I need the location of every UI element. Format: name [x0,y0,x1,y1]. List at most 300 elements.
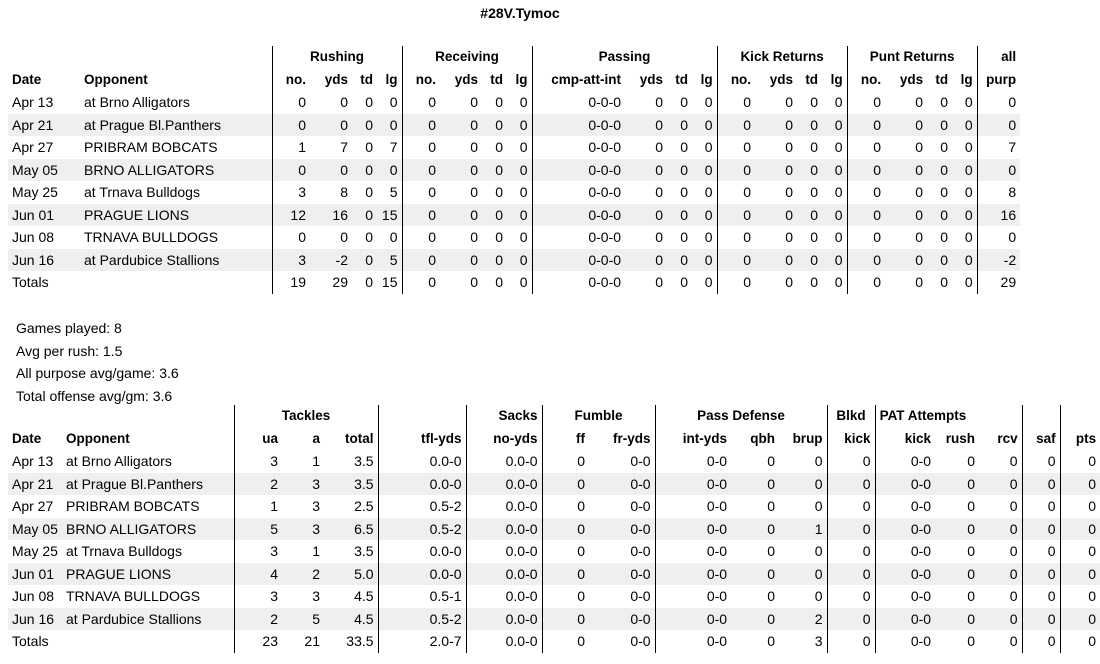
offense-cell-16: 0 [810,94,819,110]
defense-cell-14: rush [945,430,976,446]
offense-cell-2: 1 [272,136,310,159]
offense-cell-13: 0 [692,114,717,137]
offense-cell-8: 0 [495,229,503,245]
offense-cell-12: 0 [680,94,689,110]
offense-cell-0: Jun 08 [12,229,55,245]
table-row [8,450,1100,473]
defense-cell-2: 5 [234,518,282,541]
offense-cell-18: 0 [847,91,885,114]
table-row [8,518,1100,541]
defense-cell-14: 0 [935,563,979,586]
offense-cell-4: 0 [365,184,373,200]
offense-cell-22: purp [977,69,1020,92]
offense-cell-1: TRNAVA BULLDOGS [84,229,219,245]
offense-cell-16: 0 [810,229,819,245]
offense-cell-16: 0 [810,139,819,155]
table-row [8,181,1020,204]
offense-cell-7: 0 [470,274,478,290]
offense-cell-18: no. [847,69,885,92]
offense-cell-0: May 25 [12,184,58,200]
offense-cell-6: 0 [402,181,440,204]
group-pat-attempts: PAT Attempts [875,405,1022,428]
offense-cell-11: 0 [625,204,667,227]
offense-cell-1: PRIBRAM BOBCATS [84,139,218,155]
defense-cell-9: 0-0 [655,630,731,653]
offense-cell-15: 0 [755,204,797,227]
defense-cell-2: 23 [234,630,282,653]
offense-cell-10: cmp-att-int [532,69,625,92]
offense-cell-6: 0 [402,91,440,114]
defense-cell-14: 0 [935,473,979,496]
defense-cell-10: 0 [767,588,776,604]
offense-cell-22: 7 [977,136,1020,159]
offense-cell-4: 0 [365,139,373,155]
defense-cell-0: Totals [12,633,49,649]
defense-cell-12: 0 [827,585,875,608]
defense-cell-3: 1 [312,453,320,469]
defense-cell-15: 0 [1009,453,1018,469]
defense-cell-6: 0.0-0 [466,563,542,586]
defense-cell-9: 0-0 [655,608,731,631]
offense-cell-9: 0 [519,139,528,155]
offense-cell-17: 0 [834,94,843,110]
total-offense-avg: Total offense avg/gm: 3.6 [16,387,173,404]
offense-cell-16: 0 [797,204,822,227]
group-all: all [977,46,1020,69]
defense-cell-17: 0 [1060,630,1100,653]
offense-cell-7: 0 [470,94,478,110]
defense-cell-13: 0-0 [875,473,935,496]
defense-cell-9: int-yds [655,428,731,451]
defense-cell-8: 0-0 [589,518,655,541]
offense-cell-5: 7 [389,139,398,155]
offense-cell-6: 0 [402,136,440,159]
offense-cell-21: 0 [952,114,977,137]
offense-cell-21: 0 [952,159,977,182]
defense-cell-5: 0.0-0 [378,563,466,586]
defense-cell-14: 0 [935,608,979,631]
totals-row [8,630,1100,653]
offense-cell-8: 0 [482,159,507,182]
defense-cell-9: 0-0 [655,495,731,518]
defense-cell-15: 0 [979,518,1022,541]
offense-cell-2: no. [272,69,310,92]
defense-cell-5: 0.0-0 [378,473,466,496]
offense-cell-10: 0-0-0 [532,249,625,272]
offense-cell-13: 0 [692,159,717,182]
defense-cell-1: PRAGUE LIONS [62,563,234,586]
offense-cell-5: 0 [377,159,402,182]
offense-cell-2: 0 [272,114,310,137]
defense-cell-12: 0 [827,563,875,586]
defense-cell-17: 0 [1060,608,1100,631]
defense-cell-12: 0 [827,473,875,496]
offense-group-header-row [8,46,1020,69]
table-row [8,91,1020,114]
defense-cell-8: 0-0 [630,543,651,559]
offense-cell-10: 0-0-0 [532,136,625,159]
offense-cell-18: 0 [847,226,885,249]
defense-cell-4: total [345,430,374,446]
defense-cell-3: 3 [282,518,324,541]
defense-cell-1: PRIBRAM BOBCATS [66,498,200,514]
defense-cell-0: Jun 16 [8,608,62,631]
offense-cell-20: 0 [940,229,949,245]
group-fumble: Fumble [542,405,655,428]
defense-cell-16: 0 [1022,540,1060,563]
defense-cell-17: 0 [1060,495,1100,518]
offense-cell-21: 0 [964,274,973,290]
defense-cell-8: 0-0 [630,633,651,649]
defense-cell-5: 0.5-2 [378,608,466,631]
defense-cell-17: pts [1060,428,1100,451]
offense-cell-4: 0 [365,229,373,245]
offense-cell-21: 0 [964,139,973,155]
offense-cell-4: 0 [352,159,377,182]
defense-cell-16: 0 [1022,563,1060,586]
offense-cell-13: 0 [704,139,713,155]
offense-cell-13: 0 [692,204,717,227]
offense-cell-5: 0 [377,114,402,137]
offense-cell-20: 0 [927,204,952,227]
offense-cell-11: 0 [655,94,664,110]
group-kick-returns: Kick Returns [717,46,847,69]
offense-cell-2: 0 [272,159,310,182]
defense-cell-10: 0 [767,633,776,649]
defense-cell-14: 0 [967,498,976,514]
defense-cell-0: Date [12,430,42,446]
defense-cell-6: 0.0-0 [466,495,542,518]
offense-cell-6: 0 [402,249,440,272]
offense-cell-13: 0 [704,229,713,245]
defense-cell-15: 0 [1009,588,1018,604]
offense-cell-17: lg [830,71,843,87]
defense-cell-1: BRNO ALLIGATORS [62,518,234,541]
offense-cell-11: 0 [655,139,664,155]
offense-cell-11: 0 [655,274,664,290]
offense-cell-15: 0 [785,139,794,155]
defense-cell-3: 2 [282,563,324,586]
offense-cell-11: yds [639,71,664,87]
offense-cell-4: 0 [352,249,377,272]
offense-cell-20: 0 [940,274,949,290]
defense-cell-1: Opponent [66,430,130,446]
offense-cell-22: 0 [977,159,1020,182]
defense-cell-2: 2 [234,608,282,631]
offense-cell-9: 0 [507,114,532,137]
defense-cell-5: 0.5-2 [378,495,466,518]
offense-cell-14: 0 [717,226,755,249]
offense-cell-20: 0 [940,139,949,155]
defense-cell-9: 0-0 [655,540,731,563]
defense-cell-16: 0 [1022,495,1060,518]
defense-cell-9: 0-0 [655,450,731,473]
offense-cell-15: 0 [785,229,794,245]
offense-cell-7: 0 [440,204,482,227]
defense-cell-11: 1 [779,518,827,541]
defense-cell-3: 3 [312,498,320,514]
defense-cell-3: 1 [312,543,320,559]
offense-cell-11: 0 [655,229,664,245]
offense-cell-3: 16 [310,204,352,227]
offense-cell-7: yds [454,71,478,87]
offense-cell-13: 0 [704,184,713,200]
defense-cell-0: May 05 [8,518,62,541]
offense-cell-19: 0 [915,274,924,290]
defense-cell-16: 0 [1022,630,1060,653]
offense-cell-5: 5 [377,249,402,272]
offense-cell-14: 0 [717,181,755,204]
offense-cell-14: 0 [717,271,755,294]
defense-cell-13: 0-0 [875,630,935,653]
defense-cell-14: 0 [935,518,979,541]
offense-cell-18: 0 [847,114,885,137]
offense-cell-12: 0 [680,184,689,200]
defense-cell-7: 0 [542,518,589,541]
offense-cell-11: 0 [625,114,667,137]
offense-cell-1: at Prague Bl.Panthers [80,114,272,137]
offense-cell-3: 0 [310,114,352,137]
offense-cell-10: 0-0-0 [532,204,625,227]
defense-cell-11: 0 [814,543,823,559]
offense-cell-16: 0 [810,274,819,290]
defense-cell-4: 4.5 [324,608,378,631]
offense-cell-1: at Pardubice Stallions [80,249,272,272]
offense-cell-7: 0 [440,159,482,182]
defense-cell-6: 0.0-0 [466,630,542,653]
defense-cell-1: at Pardubice Stallions [62,608,234,631]
table-row [8,495,1100,518]
offense-cell-1 [80,271,272,294]
offense-cell-17: 0 [822,114,847,137]
offense-table [8,46,1020,294]
offense-cell-15: 0 [785,94,794,110]
defense-cell-10: 0 [767,453,776,469]
defense-column-header-row [8,428,1100,451]
offense-cell-15: 0 [785,274,794,290]
offense-cell-8: 0 [482,249,507,272]
offense-cell-6: 0 [402,159,440,182]
defense-cell-15: 0 [1009,543,1018,559]
defense-cell-7: 0 [542,540,589,563]
offense-column-header-row [8,69,1020,92]
defense-cell-7: 0 [542,608,589,631]
offense-cell-19: 0 [915,94,924,110]
offense-cell-17: 0 [834,229,843,245]
defense-cell-11: 0 [779,563,827,586]
defense-cell-4: 5.0 [324,563,378,586]
offense-cell-2: 3 [272,249,310,272]
defense-cell-9: 0-0 [655,563,731,586]
defense-cell-13: 0-0 [875,563,935,586]
offense-cell-22: 29 [977,271,1020,294]
offense-cell-3: 0 [310,159,352,182]
offense-cell-12: td [675,71,689,87]
defense-cell-2: 3 [234,585,282,608]
defense-cell-13: 0-0 [875,608,935,631]
offense-cell-3: 8 [340,184,348,200]
defense-cell-5: 0.5-1 [378,585,466,608]
defense-cell-10: 0 [767,543,776,559]
offense-cell-9: 0 [507,159,532,182]
offense-cell-16: 0 [797,159,822,182]
offense-cell-15: 0 [755,159,797,182]
offense-cell-13: 0 [692,249,717,272]
offense-cell-10: 0-0-0 [532,271,625,294]
offense-cell-19: 0 [915,139,924,155]
group-blkd: Blkd [827,405,875,428]
defense-cell-3: 3 [312,588,320,604]
offense-cell-19: 0 [885,249,927,272]
defense-cell-6: 0.0-0 [466,473,542,496]
defense-cell-17: 0 [1060,540,1100,563]
defense-cell-5: 0.0-0 [378,450,466,473]
defense-cell-7: 0 [542,495,589,518]
offense-cell-7: 0 [440,114,482,137]
offense-cell-21: 0 [964,94,973,110]
offense-cell-21: 0 [964,184,973,200]
offense-cell-7: 0 [470,139,478,155]
offense-cell-8: 0 [482,114,507,137]
offense-cell-15: 0 [785,184,794,200]
defense-cell-12: 0 [827,518,875,541]
offense-cell-22: 0 [977,114,1020,137]
defense-cell-7: 0 [542,563,589,586]
defense-cell-16: 0 [1022,473,1060,496]
offense-cell-22: 8 [977,181,1020,204]
offense-cell-2: 3 [272,181,310,204]
offense-cell-22: 0 [977,91,1020,114]
offense-cell-14: 0 [717,159,755,182]
defense-cell-6: 0.0-0 [466,608,542,631]
offense-cell-3: 7 [340,139,348,155]
defense-cell-8: 0-0 [589,473,655,496]
offense-cell-8: td [490,71,503,87]
defense-cell-4: 3.5 [354,543,374,559]
defense-cell-0: Apr 27 [12,498,54,514]
offense-cell-10: 0-0-0 [532,159,625,182]
offense-cell-20: 0 [940,184,949,200]
offense-cell-0: Jun 01 [8,204,80,227]
defense-cell-11: 0 [814,453,823,469]
offense-cell-2: 19 [272,271,310,294]
group-passing: Passing [532,46,717,69]
defense-cell-10: 0 [731,518,779,541]
defense-cell-3: 3 [282,473,324,496]
offense-cell-3: yds [324,71,348,87]
offense-cell-20: td [935,71,949,87]
defense-cell-8: 0-0 [589,563,655,586]
group-punt-returns: Punt Returns [847,46,977,69]
offense-cell-14: 0 [717,204,755,227]
offense-cell-14: 0 [717,114,755,137]
defense-cell-0: Jun 01 [8,563,62,586]
defense-cell-15: 0 [979,608,1022,631]
offense-cell-16: td [805,71,819,87]
table-row [8,563,1100,586]
offense-cell-0: Totals [12,274,49,290]
offense-cell-16: 0 [797,114,822,137]
table-row [8,585,1100,608]
totals-row [8,271,1020,294]
offense-cell-3: 29 [332,274,348,290]
defense-cell-1 [62,630,234,653]
table-row [8,226,1020,249]
defense-cell-11: 0 [779,473,827,496]
defense-cell-11: 3 [814,633,823,649]
offense-cell-0: Apr 27 [12,139,54,155]
defense-cell-2: 1 [234,495,282,518]
offense-cell-4: 0 [365,274,373,290]
table-row [8,608,1100,631]
group-receiving: Receiving [402,46,532,69]
offense-cell-0: Jun 16 [8,249,80,272]
defense-cell-2: 4 [234,563,282,586]
defense-cell-12: 0 [827,540,875,563]
offense-cell-1: BRNO ALLIGATORS [80,159,272,182]
offense-cell-4: 0 [365,94,373,110]
table-row [8,114,1020,137]
defense-cell-11: 2 [779,608,827,631]
defense-cell-7: 0 [542,450,589,473]
defense-cell-5: 2.0-7 [378,630,466,653]
defense-cell-17: 0 [1060,450,1100,473]
defense-cell-5: 0.5-2 [378,518,466,541]
offense-cell-21: 0 [964,229,973,245]
offense-cell-8: 0 [495,94,503,110]
defense-cell-7: 0 [542,585,589,608]
defense-cell-8: 0-0 [630,453,651,469]
games-played: Games played: 8 [16,320,122,336]
defense-cell-12: 0 [827,608,875,631]
offense-cell-5: 0 [389,229,398,245]
offense-cell-17: 0 [822,204,847,227]
defense-cell-14: 0 [967,543,976,559]
offense-cell-21: 0 [952,249,977,272]
defense-cell-1: at Prague Bl.Panthers [62,473,234,496]
offense-cell-6: 0 [402,204,440,227]
defense-cell-13: 0-0 [875,518,935,541]
offense-cell-14: 0 [717,249,755,272]
offense-cell-9: 0 [507,204,532,227]
defense-cell-13: 0-0 [875,585,935,608]
defense-cell-2: 3 [234,540,282,563]
offense-cell-16: 0 [810,184,819,200]
offense-cell-11: 0 [625,249,667,272]
defense-cell-10: 0 [767,498,776,514]
offense-cell-2: 12 [272,204,310,227]
offense-cell-17: 0 [822,249,847,272]
defense-cell-5: tfl-yds [378,428,466,451]
season-summary [16,317,179,407]
defense-cell-11: 0 [814,498,823,514]
defense-cell-4: 4.5 [354,588,374,604]
offense-cell-11: 0 [655,184,664,200]
offense-cell-10: 0-0-0 [532,181,625,204]
defense-cell-13: 0-0 [875,495,935,518]
defense-cell-10: 0 [731,563,779,586]
defense-cell-2: 3 [234,450,282,473]
group-tackles: Tackles [234,405,378,428]
offense-cell-18: 0 [847,249,885,272]
all-purpose-avg: All purpose avg/game: 3.6 [16,365,179,381]
defense-cell-10: 0 [731,473,779,496]
defense-cell-10: 0 [731,608,779,631]
offense-cell-12: 0 [680,139,689,155]
offense-cell-13: lg [700,71,713,87]
defense-cell-5: 0.0-0 [378,540,466,563]
defense-cell-0: May 25 [12,543,58,559]
